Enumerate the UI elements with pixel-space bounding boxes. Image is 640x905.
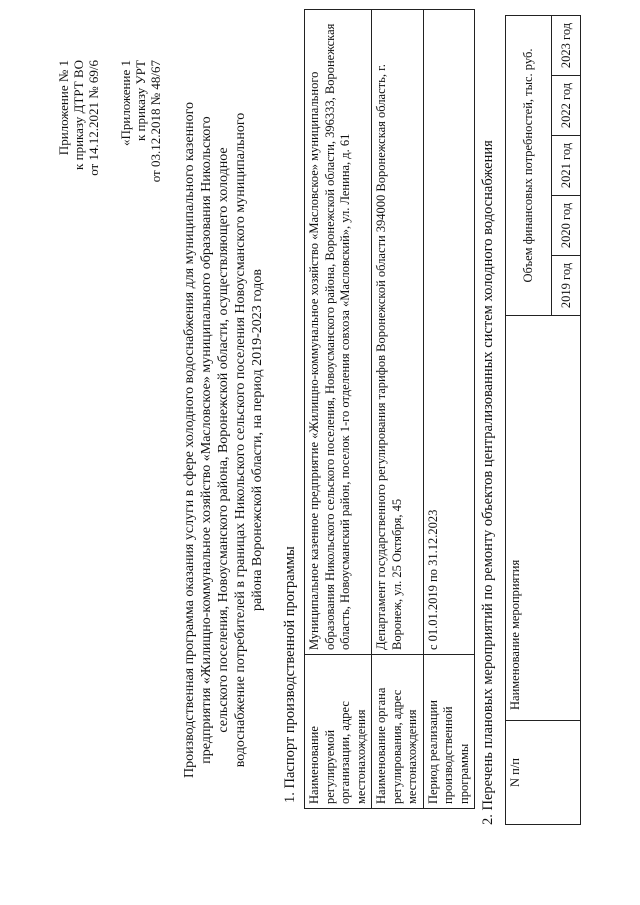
column-header-amount: Объем финансовых потребностей, тыс. руб. [506, 16, 552, 316]
appendix-note-2 [118, 60, 163, 182]
title-line: сельского поселения, Новоусманского района, Воронежской области, осуществляющего холодное [216, 147, 231, 733]
appendix-2-line-1: «Приложение 1 [118, 60, 133, 147]
section-1-heading: 1. Паспорт производственной программы [282, 546, 298, 803]
appendix-note-1 [56, 60, 101, 176]
column-header-year: 2023 год [552, 16, 581, 76]
appendix-2-line-3: от 03.12.2018 № 48/67 [148, 60, 163, 183]
title-line: района Воронежской области, на период 2019-2023 годов [250, 269, 265, 611]
passport-value: Департамент государственного регулирования тарифов Воронежской области 394000 Воронежская область, г. Воронеж, ул. 25 Октября, 45 [372, 10, 424, 655]
document-title [181, 30, 266, 850]
passport-label: Наименование органа регулирования, адрес местонахождения [372, 655, 424, 809]
appendix-1-line-3: от 14.12.2021 № 69/6 [86, 60, 101, 176]
table-header-row [506, 16, 552, 825]
column-header-year: 2021 год [552, 136, 581, 196]
passport-label: Период реализации производственной программы [423, 655, 475, 809]
passport-table [304, 9, 475, 809]
passport-label: Наименование регулируемой организации, адрес местонахождения [305, 655, 372, 809]
table-row [372, 10, 424, 809]
measures-table [505, 15, 581, 825]
column-header-year: 2020 год [552, 196, 581, 256]
appendix-1-line-1: Приложение № 1 [56, 60, 71, 156]
appendix-2-line-2: к приказу УРТ [133, 60, 148, 142]
appendix-1-line-2: к приказу ДТРТ ВО [71, 60, 86, 170]
section-2-heading: 2. Перечень плановых мероприятий по ремонту объектов централизованных систем холодного водоснабжения [480, 140, 496, 825]
title-line: Производственная программа оказания услуги в сфере холодного водоснабжения для муниципального казенного [182, 102, 197, 778]
table-row [305, 10, 372, 809]
column-header-number: N п/п [506, 721, 581, 825]
title-line: водоснабжение потребителей в границах Никольского сельского поселения Новоусманского муниципального [233, 112, 248, 768]
column-header-year: 2022 год [552, 76, 581, 136]
passport-value: Муниципальное казенное предприятие «Жилищно-коммунальное хозяйство «Масловское» муниципального образования Никольского сельского поселения, Новоусманского района, Воронежской области, 396333, Воронежская область, Новоусманский район, поселок 1-го отделения совхоза «Масловский», ул. Ленина, д. 61 [305, 10, 372, 655]
column-header-name: Наименование мероприятия [506, 316, 581, 721]
table-row [423, 10, 475, 809]
title-line: предприятия «Жилищно-коммунальное хозяйство «Масловское» муниципального образования Никольского [199, 116, 214, 764]
column-header-year: 2019 год [552, 256, 581, 316]
passport-value: с 01.01.2019 по 31.12.2023 [423, 10, 475, 655]
